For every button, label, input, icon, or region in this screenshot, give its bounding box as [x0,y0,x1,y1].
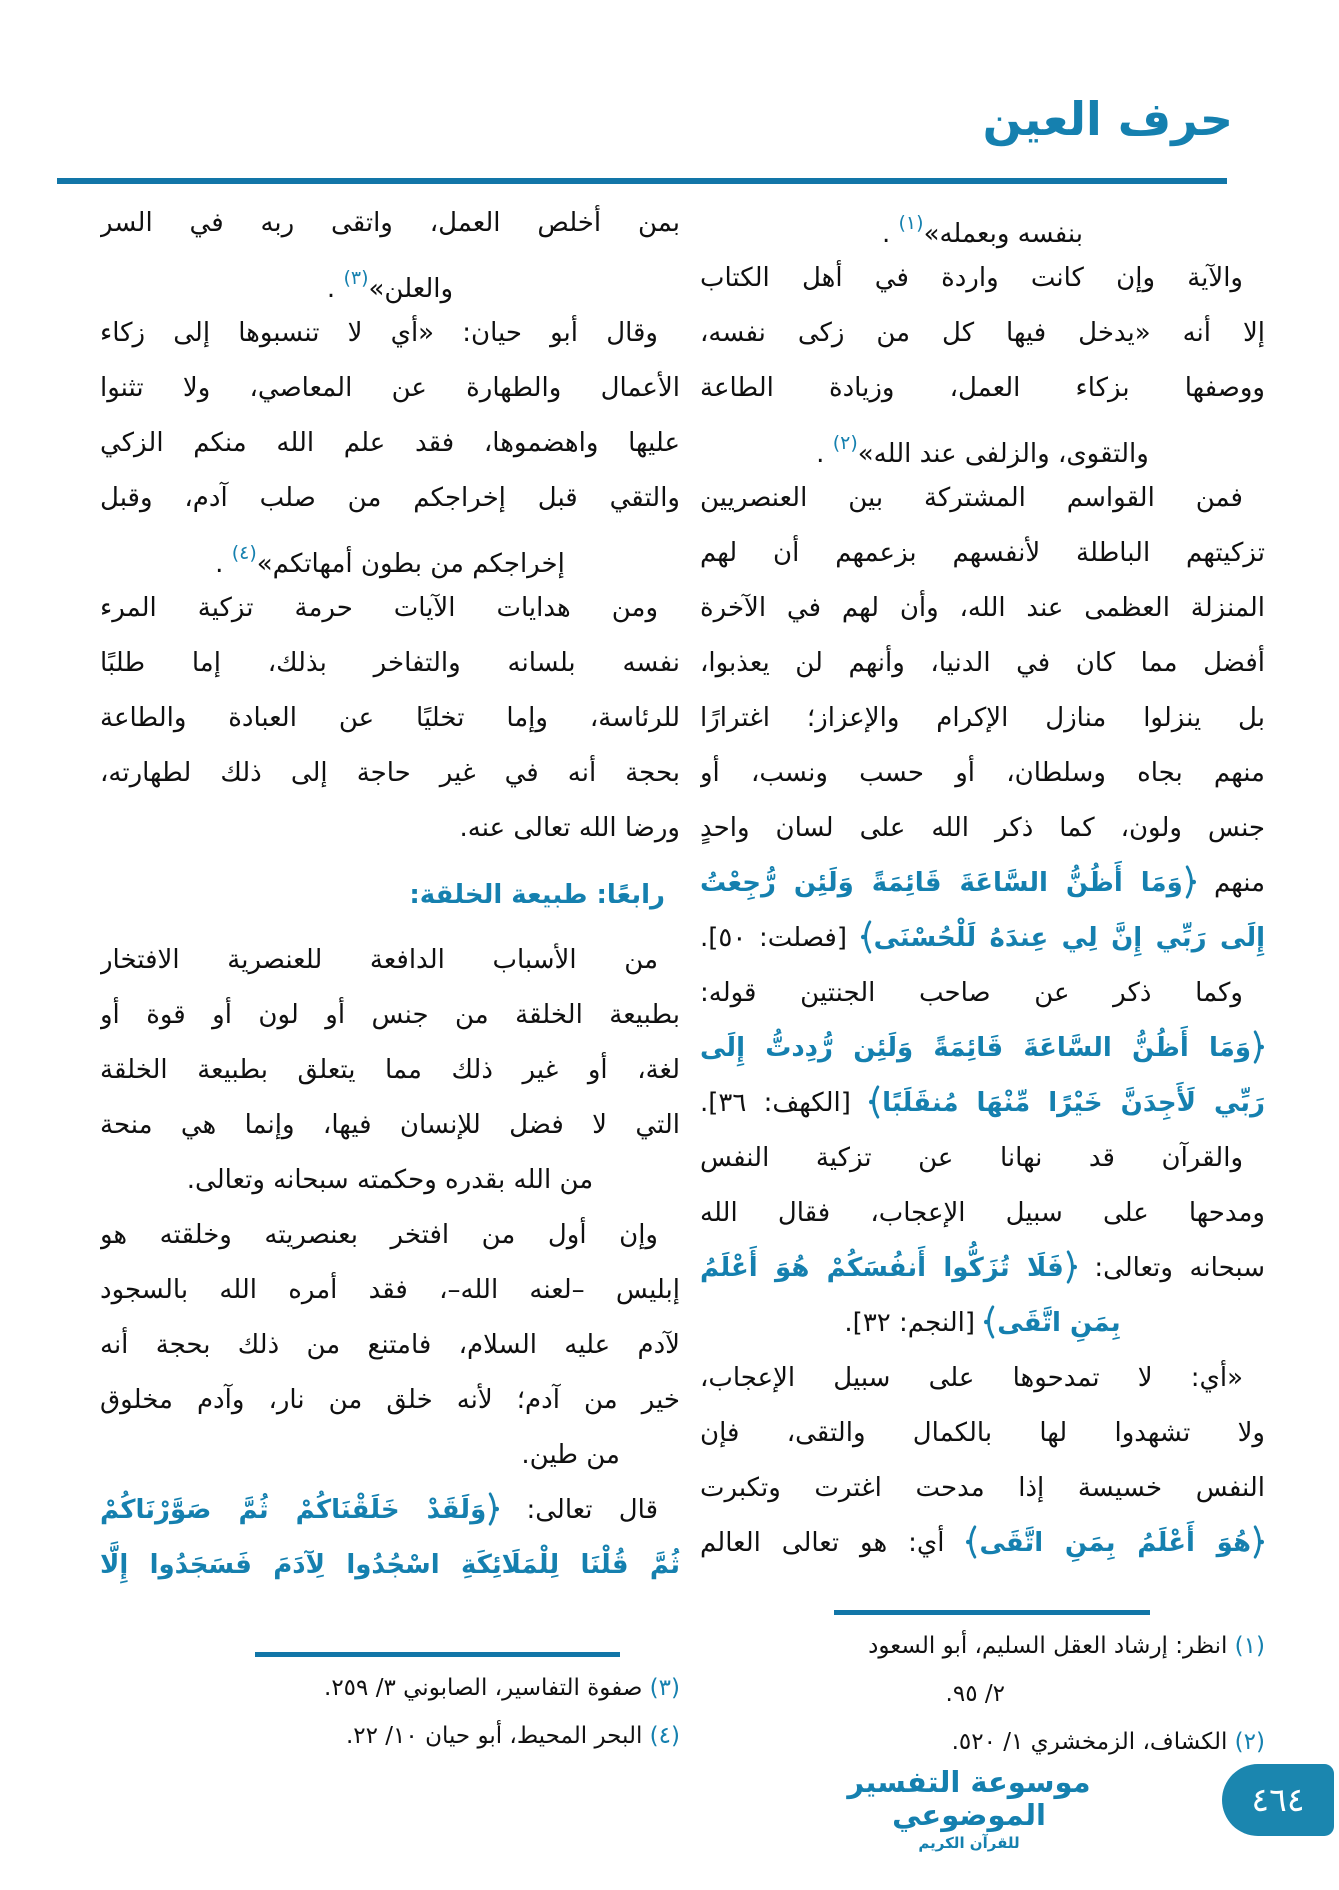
text-line [700,801,1265,856]
body-text: والتقوى، والزلفى عند الله» [857,439,1149,469]
text-line [100,1208,680,1263]
body-text: ٢/ ٩٥. [945,1681,1005,1707]
quran-text: رابعًا: طبيعة الخلقة: [409,880,665,910]
footnote-number: (٣) [649,1675,680,1701]
body-text: [النجم: ٣٢]. [844,1308,984,1338]
verse-bracket-icon [983,1308,997,1338]
body-text: وقال أبو حيان: «أي لا تنسبوها إلى زكاء [100,318,658,348]
footnote-marker: (٣) [343,267,369,289]
body-text: والآية وإن كانت واردة في أهل الكتاب [700,263,1243,293]
body-text: الأعمال والطهارة عن المعاصي، ولا تثنوا [100,373,680,403]
body-text: المنزلة العظمى عند الله، وأن لهم في الآخرة [700,593,1265,623]
text-line [700,1461,1265,1516]
text-line [700,691,1265,746]
body-text: النفس خسيسة إذا مدحت اغترت وتكبرت [700,1473,1265,1503]
body-text: ومدحها على سبيل الإعجاب، فقال الله [700,1198,1265,1228]
quran-text: وَلَقَدْ خَلَقْنَاكُمْ ثُمَّ صَوَّرْنَاكُمْ [100,1495,487,1525]
body-text: من الأسباب الدافعة للعنصرية الافتخار [100,945,658,975]
text-line [700,966,1265,1021]
text-line [700,1296,1265,1351]
text-line [100,1483,680,1538]
verse-bracket-icon [1183,868,1197,898]
body-text: انظر: إرشاد العقل السليم، أبو السعود [868,1633,1235,1659]
body-text: إبليس –لعنه الله–، فقد أمره الله بالسجود [100,1275,680,1305]
body-text: «أي: لا تمدحوها على سبيل الإعجاب، [700,1363,1243,1393]
body-text: . [326,274,344,304]
quran-text: هُوَ أَعْلَمُ بِمَنِ اتَّقَى [979,1528,1251,1558]
body-text: ووصفها بزكاء العمل، وزيادة الطاعة [700,373,1265,403]
text-line [700,1516,1265,1571]
body-text: أي: هو تعالى العالم [700,1528,966,1558]
quran-text: فَلَا تُزَكُّوا أَنفُسَكُمْ هُوَ أَعْلَمُ [700,1253,1064,1283]
footnote-line [700,1670,1265,1718]
body-text: خير من آدم؛ لأنه خلق من نار، وآدم مخلوق [100,1385,680,1415]
text-line [700,251,1265,306]
body-text: بل ينزلوا منازل الإكرام والإعزاز؛ اغترارًا [700,703,1265,733]
footnotes-left [100,1664,680,1760]
text-line [100,1043,680,1098]
body-text: عليها واهضموها، فقد علم الله منكم الزكي [100,428,680,458]
text-line [100,636,680,691]
text-line [100,1318,680,1373]
body-text: لآدم عليه السلام، فامتنع من ذلك بحجة أنه [100,1330,680,1360]
text-line [100,1098,680,1153]
chapter-header: حرف العين [982,92,1233,146]
text-line [100,1153,680,1208]
text-line [700,911,1265,966]
verse-bracket-icon [486,1495,500,1525]
footnotes-right [700,1622,1265,1766]
footnote-number: (٤) [649,1723,680,1749]
body-text: من الله بقدره وحكمته سبحانه وتعالى. [186,1165,594,1195]
text-line [700,636,1265,691]
verse-bracket-icon [1064,1253,1078,1283]
text-line [700,1241,1265,1296]
text-line [100,196,680,251]
footnote-line [100,1712,680,1760]
text-line [700,306,1265,361]
footnote-line [100,1664,680,1712]
publisher-logo-title: موسوعة التفسير الموضوعي [847,1765,1091,1833]
text-line [100,471,680,526]
quran-text: وَمَا أَظُنُّ السَّاعَةَ قَائِمَةً وَلَئِن رُّدِدتُّ إِلَى [700,1033,1251,1063]
body-text: . [816,439,833,469]
footnote-number: (١) [1234,1633,1265,1659]
column-left [100,196,680,1593]
body-text: صفوة التفاسير، الصابوني ٣/ ٢٥٩. [324,1675,650,1701]
body-text: جنس ولون، كما ذكر الله على لسان واحدٍ [700,813,1265,843]
publisher-logo [804,1766,1134,1852]
verse-bracket-icon [1251,1528,1265,1558]
body-text: لغة، أو غير ذلك مما يتعلق بطبيعة الخلقة [100,1055,680,1085]
body-text: وإن أول من افتخر بعنصريته وخلقته هو [100,1220,658,1250]
text-line [700,581,1265,636]
text-line [100,416,680,471]
verse-bracket-icon [868,1088,882,1118]
body-text: فمن القواسم المشتركة بين العنصريين [700,483,1243,513]
text-line [100,1428,680,1483]
body-text: الكشاف، الزمخشري ١/ ٥٢٠. [951,1729,1235,1755]
column-right [700,196,1265,1571]
text-line [700,526,1265,581]
publisher-logo-subtitle: للقرآن الكريم [918,1833,1020,1852]
text-line [700,1021,1265,1076]
body-text: نفسه بلسانه والتفاخر بذلك، إما طلبًا [100,648,680,678]
body-text: من طين. [521,1440,620,1470]
body-text: والتقي قبل إخراجكم من صلب آدم، وقبل [100,483,680,513]
body-text: . [881,219,899,249]
text-line [700,361,1265,416]
quran-text: رَبِّي لَأَجِدَنَّ خَيْرًا مِّنْهَا مُنقَلَبًا [882,1088,1265,1118]
footnote-line [700,1622,1265,1670]
text-line [100,746,680,801]
body-text: منهم [1196,868,1265,898]
body-text: أفضل مما كان في الدنيا، وأنهم لن يعذبوا، [700,648,1265,678]
footnote-marker: (٢) [832,432,858,454]
text-line [100,988,680,1043]
body-text: ولا تشهدوا لها بالكمال والتقى، فإن [700,1418,1265,1448]
text-line [100,581,680,636]
text-line [100,1538,680,1593]
text-line [700,1406,1265,1461]
footnote-separator-right [834,1610,1150,1615]
verse-bracket-icon [1251,1033,1265,1063]
body-text: إخراجكم من بطون أمهاتكم» [256,549,565,579]
body-text: [الكهف: ٣٦]. [700,1088,869,1118]
page-number-badge [1222,1764,1334,1836]
text-line [100,251,680,306]
text-line [100,691,680,746]
text-line [100,1263,680,1318]
text-line [700,856,1265,911]
verse-bracket-icon [860,923,874,953]
text-line [100,933,680,988]
text-line [700,416,1265,471]
body-text: والعلن» [368,274,454,304]
footnote-marker: (٤) [231,542,257,564]
text-line [700,1076,1265,1131]
header-rule [57,178,1227,184]
body-text: للرئاسة، وإما تخليًا عن العبادة والطاعة [100,703,680,733]
body-text: ورضا الله تعالى عنه. [459,813,680,843]
text-line [700,196,1265,251]
text-line [100,361,680,416]
footnote-number: (٢) [1234,1729,1265,1755]
body-text: [فصلت: ٥٠]. [700,923,860,953]
body-text: منهم بجاه وسلطان، أو حسب ونسب، أو [700,758,1265,788]
body-text: تزكيتهم الباطلة لأنفسهم بزعمهم أن لهم [700,538,1265,568]
body-text: ومن هدايات الآيات حرمة تزكية المرء [100,593,658,623]
body-text: بمن أخلص العمل، واتقى ربه في السر [100,208,680,238]
body-text: بحجة أنه في غير حاجة إلى ذلك لطهارته، [100,758,680,788]
footnote-separator-left [255,1652,620,1657]
body-text: بطبيعة الخلقة من جنس أو لون أو قوة أو [100,1000,680,1030]
body-text: سبحانه وتعالى: [1077,1253,1265,1283]
footnote-line [700,1718,1265,1766]
quran-text: بِمَنِ اتَّقَى [997,1308,1121,1338]
body-text: . [215,549,232,579]
text-line [100,801,680,856]
text-line [700,1131,1265,1186]
text-line [700,1186,1265,1241]
verse-bracket-icon [965,1528,979,1558]
text-line [700,1351,1265,1406]
body-text: التي لا فضل للإنسان فيها، وإنما هي منحة [100,1110,680,1140]
body-text: وكما ذكر عن صاحب الجنتين قوله: [700,978,1243,1008]
text-line [700,471,1265,526]
quran-text: ثُمَّ قُلْنَا لِلْمَلَائِكَةِ اسْجُدُوا لِآدَمَ فَسَجَدُوا إِلَّا [100,1550,680,1580]
page-number: ٤٦٤ [1251,1780,1305,1819]
text-line [700,746,1265,801]
body-text: البحر المحيط، أبو حيان ١٠/ ٢٢. [345,1723,650,1749]
text-line [100,1373,680,1428]
quran-text: وَمَا أَظُنُّ السَّاعَةَ قَائِمَةً وَلَئِن رُّجِعْتُ [700,868,1183,898]
footnote-marker: (١) [898,212,924,234]
text-line [100,868,680,923]
body-text: قال تعالى: [500,1495,659,1525]
text-line [100,526,680,581]
text-line [100,306,680,361]
body-text: إلا أنه «يدخل فيها كل من زكى نفسه، [700,318,1265,348]
body-text: والقرآن قد نهانا عن تزكية النفس [700,1143,1243,1173]
body-text: بنفسه وبعمله» [923,219,1084,249]
quran-text: إِلَى رَبِّي إِنَّ لِي عِندَهُ لَلْحُسْنَى [873,923,1265,953]
